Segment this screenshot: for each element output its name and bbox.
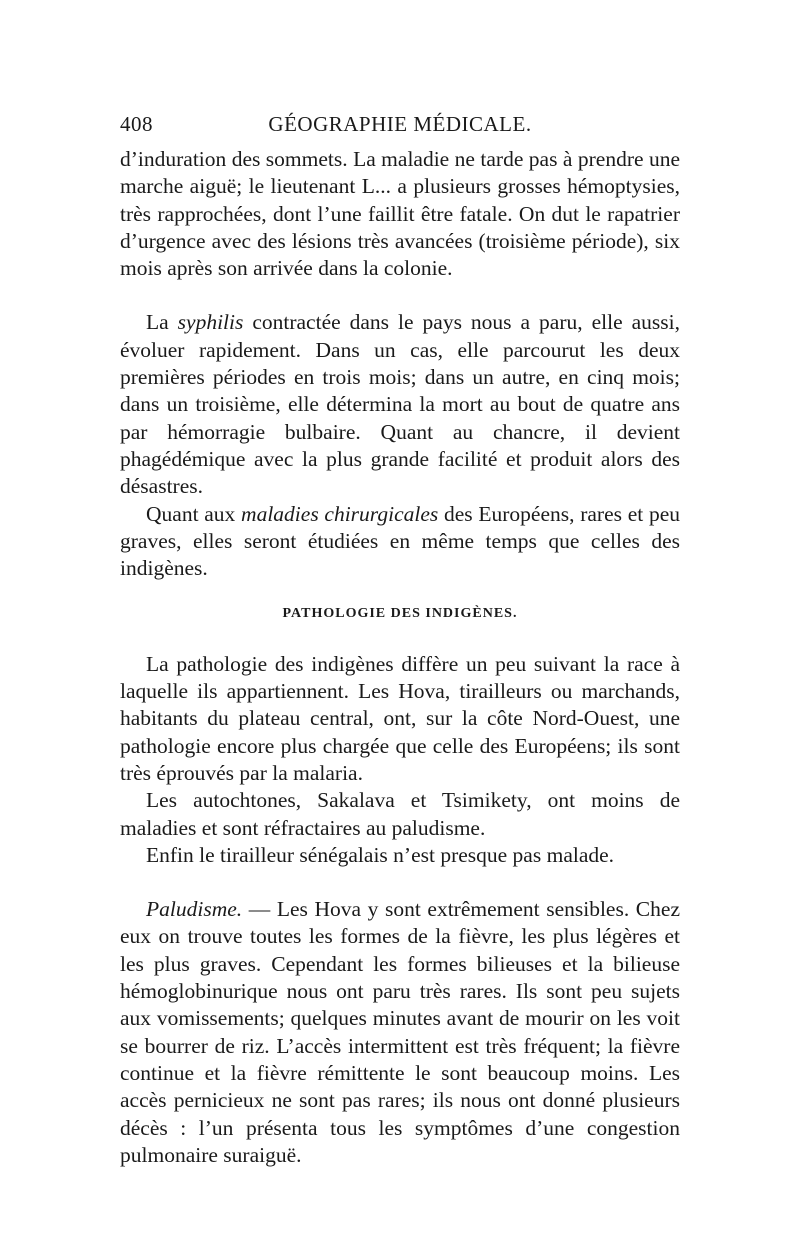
paragraph-indigenous-pathology: La pathologie des indigènes diffère un peu suivant la race à laquelle ils appartiennent. Les Hova, tirailleurs ou marchands, habitants du plateau central, ont, sur la côte Nord-Ouest, une pathologie encore plus chargée que celle des Européens; ils sont très éprouvés par la malaria. [120, 651, 680, 785]
paragraph-surgical-diseases [120, 501, 680, 583]
running-title: GÉOGRAPHIE MÉDICALE. [268, 112, 532, 136]
paragraph-syphilis [120, 309, 680, 500]
paragraph-text: Quant aux [146, 501, 242, 526]
page-header [120, 112, 680, 142]
section-heading: PATHOLOGIE DES INDIGÈNES. [282, 606, 518, 622]
emphasis-surgical-diseases: maladies chirurgicales [241, 501, 439, 526]
paragraph-tuberculosis-case: d’induration des sommets. La maladie ne tarde pas à prendre une marche aiguë; le lieutenant L... a plusieurs grosses hémoptysies, très rapprochées, dont l’une faillit être fatale. On dut le rapatrier d’urgence avec des lésions très avancées (troisième période), six mois après son arrivée dans la colonie. [120, 147, 680, 281]
page-number: 408 [120, 112, 153, 136]
page-body [120, 146, 680, 1169]
paragraph-text: — Les Hova y sont extrêmement sensibles. Chez eux on trouve toutes les formes de la fièvre, les plus légères et les plus graves. Cependant les formes bilieuses et la bilieuse hémoglobinurique nous ont paru très rares. Ils sont peu sujets aux vomissements; quelques minutes avant de mourir on les voit se bourrer de riz. L’accès intermittent est très fréquent; la fièvre continue et la fièvre rémittente le sont beaucoup moins. Les accès pernicieux ne sont pas rares; ils nous ont donné plusieurs décès : l’un présenta tous les symptômes d’une congestion pulmonaire suraiguë. [120, 897, 680, 1167]
paragraph-senegalese: Enfin le tirailleur sénégalais n’est presque pas malade. [146, 842, 615, 867]
emphasis-syphilis: syphilis [177, 310, 244, 335]
paragraph-text: contractée dans le pays nous a paru, elle aussi, évoluer rapidement. Dans un cas, elle parcourut les deux premières périodes en trois mois; dans un autre, en cinq mois; dans un troisième, elle détermina la mort au bout de quatre ans par hémorragie bulbaire. Quant au chancre, il devient phagédémique avec la plus grande facilité et produit alors des désastres. [120, 310, 680, 499]
paragraph-paludism [120, 896, 680, 1169]
paragraph-autochthons: Les autochtones, Sakalava et Tsimikety, ont moins de maladies et sont réfractaires au paludisme. [120, 788, 680, 840]
paragraph-text: La [146, 310, 178, 335]
emphasis-paludism: Paludisme. [146, 897, 243, 922]
paragraph-text: des Européens, rares et peu graves, elles seront étudiées en même temps que celles des indigènes. [120, 501, 680, 581]
